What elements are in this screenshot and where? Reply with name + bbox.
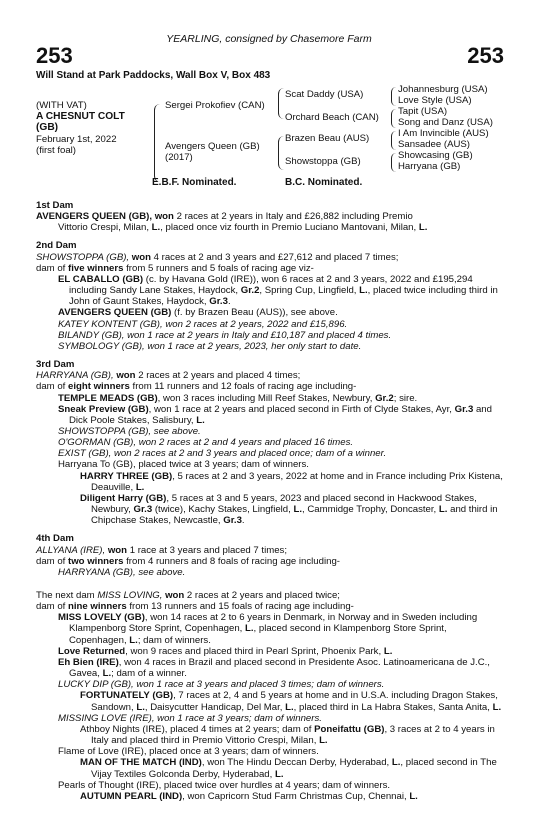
produce-harryana: HARRYANA (GB), see above. xyxy=(58,566,186,578)
sire-sire-dam: Love Style (USA) xyxy=(398,95,472,106)
lot-number-left: 253 xyxy=(36,43,73,68)
section-title-3rd-dam: 3rd Dam xyxy=(36,359,75,371)
sire-sire-sire: Johannesburg (USA) xyxy=(398,84,488,95)
produce-flame-of-love: Flame of Love (IRE), placed once at 3 years; dam of winners. xyxy=(58,746,319,758)
dam1-line: AVENGERS QUEEN (GB), won 2 races at 2 years in Italy and £26,882 including Premio xyxy=(36,211,413,223)
next-dam-produce-summary: dam of nine winners from 13 runners and 15 foals of racing age including- xyxy=(36,601,354,613)
dam-sire-dam: Sansadee (AUS) xyxy=(398,139,470,150)
produce-diligent-harry: Diligent Harry (GB), 5 races at 3 and 5 years, 2023 and placed second in Hackwood Stakes, Newbury, Gr.3 (twice), Kachy Stakes, Lingfield, L., Cammidge Trophy, Doncaster, L. and third in Chipchase Stakes, Newcastle, Gr.3. xyxy=(80,492,498,527)
produce-bilandy: BILANDY (GB), won 1 race at 2 years in Italy and £10,187 and placed 4 times. xyxy=(58,329,392,341)
dam4-produce-summary: dam of two winners from 4 runners and 8 foals of racing age including- xyxy=(36,555,340,567)
produce-fortunately: FORTUNATELY (GB), 7 races at 2, 4 and 5 years at home and in U.S.A. including Dragon Stakes, Sandown, L., Daisycutter Handicap, Del Mar, L., placed third in La Habra Stakes, Santa Anita, L. xyxy=(80,690,502,713)
dam1-line2: Vittorio Crespi, Milan, L., placed once viz fourth in Premio Luciano Mantovani, Milan, L. xyxy=(58,222,428,234)
produce-el-caballo: EL CABALLO (GB) (c. by Havana Gold (IRE)), won 6 races at 2 and 3 years, 2022 and £195,294 including Sandy Lane Stakes, Haydock, Gr.2, Spring Cup, Lingfield, L., placed twice including third in John of Gaunt Stakes, Haydock, Gr.3. xyxy=(58,273,498,308)
produce-missing-love: MISSING LOVE (IRE), won 1 race at 3 years; dam of winners. xyxy=(58,712,322,724)
produce-lucky-dip: LUCKY DIP (GB), won 1 race at 3 years and placed 3 times; dam of winners. xyxy=(58,679,385,691)
foal-note: (first foal) xyxy=(36,145,76,156)
sire-name: Sergei Prokofiev (CAN) xyxy=(165,100,265,111)
section-title-1st-dam: 1st Dam xyxy=(36,200,74,211)
produce-sneak-preview: Sneak Preview (GB), won 1 race at 2 years and placed second in Firth of Clyde Stakes, Ayr, Gr.3 and Dick Poole Stakes, Salisbury, L. xyxy=(58,403,492,426)
produce-man-of-the-match: MAN OF THE MATCH (IND), won The Hindu Deccan Derby, Hyderabad, L., placed second in The Vijay Textiles Golconda Derby, Hyderabad, L. xyxy=(80,757,497,780)
produce-autumn-pearl: AUTUMN PEARL (IND), won Capricorn Stud Farm Christmas Cup, Chennai, L. xyxy=(80,790,418,802)
brace-ds xyxy=(391,131,396,150)
dam-year: (2017) xyxy=(165,152,193,163)
sire-dam-sire: Tapit (USA) xyxy=(398,106,448,117)
produce-athboy-nights: Athboy Nights (IRE), placed 4 times at 2 years; dam of Poneifattu (GB), 3 races at 2 to 4 years in Italy and placed third in Premio Vittorio Crespi, Milan, L. xyxy=(80,723,495,747)
ebf-nominated: E.B.F. Nominated. xyxy=(152,177,237,188)
dam-sire-sire: I Am Invincible (AUS) xyxy=(398,128,489,139)
dam-dam-dam: Harryana (GB) xyxy=(398,161,461,172)
brace-dd xyxy=(391,153,396,172)
dam-sire: Brazen Beau (AUS) xyxy=(285,133,370,144)
sire-dam-dam: Song and Danz (USA) xyxy=(398,117,493,128)
sire-sire: Scat Daddy (USA) xyxy=(285,89,364,100)
brace-first-gen xyxy=(154,104,161,182)
brace-ss xyxy=(391,87,396,106)
foaling-date: February 1st, 2022 xyxy=(36,134,117,145)
section-title-4th-dam: 4th Dam xyxy=(36,533,74,545)
dam4-line: ALLYANA (IRE), won 1 race at 3 years and placed 7 times; xyxy=(36,544,288,556)
produce-ogorman: O'GORMAN (GB), won 2 races at 2 and 4 years and placed 16 times. xyxy=(58,437,354,449)
produce-harry-three: HARRY THREE (GB), 5 races at 2 and 3 years, 2022 at home and in France including Prix Kistena, Deauville, L. xyxy=(80,470,503,493)
page-header: YEARLING, consigned by Chasemore Farm xyxy=(166,33,372,45)
produce-temple-meads: TEMPLE MEADS (GB), won 3 races including Mill Reef Stakes, Newbury, Gr.2; sire. xyxy=(58,392,418,404)
produce-pearls-of-thought: Pearls of Thought (IRE), placed twice over hurdles at 4 years; dam of winners. xyxy=(58,779,391,791)
produce-exist: EXIST (GB), won 2 races at 2 and 3 years and placed once; dam of a winner. xyxy=(58,448,387,460)
bc-nominated: B.C. Nominated. xyxy=(285,177,363,188)
section-title-2nd-dam: 2nd Dam xyxy=(36,240,77,252)
brace-dam-line xyxy=(278,136,284,170)
dam3-produce-summary: dam of eight winners from 11 runners and 12 foals of racing age including- xyxy=(36,381,357,393)
brace-sire-line xyxy=(278,88,284,119)
horse-name: A CHESNUT COLT xyxy=(36,111,125,122)
produce-miss-lovely: MISS LOVELY (GB), won 14 races at 2 to 6 years in Denmark, in Norway and in Sweden including Klampenborg Store Sprint, Copenhagen, L., placed second in Klampenborg Store Sprint, Copenhagen, L.; dam of winners. xyxy=(58,612,478,646)
dam2-line: SHOWSTOPPA (GB), won 4 races at 2 and 3 years and £27,612 and placed 7 times; xyxy=(36,251,399,263)
dam-name: Avengers Queen (GB) xyxy=(165,141,260,152)
produce-eh-bien: Eh Bien (IRE), won 4 races in Brazil and placed second in Presidente Asoc. Latinoamericana de J.C., Gavea, L.; dam of a winner. xyxy=(58,656,490,680)
produce-avengers-queen: AVENGERS QUEEN (GB) (f. by Brazen Beau (AUS)), see above. xyxy=(58,307,338,319)
lot-number-right: 253 xyxy=(467,43,504,68)
produce-katey-kontent: KATEY KONTENT (GB), won 2 races at 2 years, 2022 and £15,896. xyxy=(58,318,348,330)
horse-origin: (GB) xyxy=(36,122,59,133)
produce-showstoppa: SHOWSTOPPA (GB), see above. xyxy=(58,425,201,437)
next-dam-line: The next dam MISS LOVING, won 2 races at 2 years and placed twice; xyxy=(36,590,340,601)
vat-note: (WITH VAT) xyxy=(36,100,87,111)
produce-symbology: SYMBOLOGY (GB), won 1 race at 2 years, 2023, her only start to date. xyxy=(58,340,362,352)
produce-love-returned: Love Returned, won 9 races and placed third in Pearl Sprint, Phoenix Park, L. xyxy=(58,645,393,657)
produce-harryana-to: Harryana To (GB), placed twice at 3 years; dam of winners. xyxy=(58,459,309,471)
dam2-produce-summary: dam of five winners from 5 runners and 5 foals of racing age viz- xyxy=(36,262,314,274)
stand-location: Will Stand at Park Paddocks, Wall Box V, Box 483 xyxy=(36,70,271,81)
dam-dam-sire: Showcasing (GB) xyxy=(398,150,473,161)
sire-dam: Orchard Beach (CAN) xyxy=(285,112,379,123)
brace-sd xyxy=(391,109,396,128)
pedigree-table xyxy=(36,84,506,192)
dam-dam: Showstoppa (GB) xyxy=(285,156,361,167)
produce-record xyxy=(36,200,504,802)
dam3-line: HARRYANA (GB), won 2 races at 2 years and placed 4 times; xyxy=(36,370,301,382)
